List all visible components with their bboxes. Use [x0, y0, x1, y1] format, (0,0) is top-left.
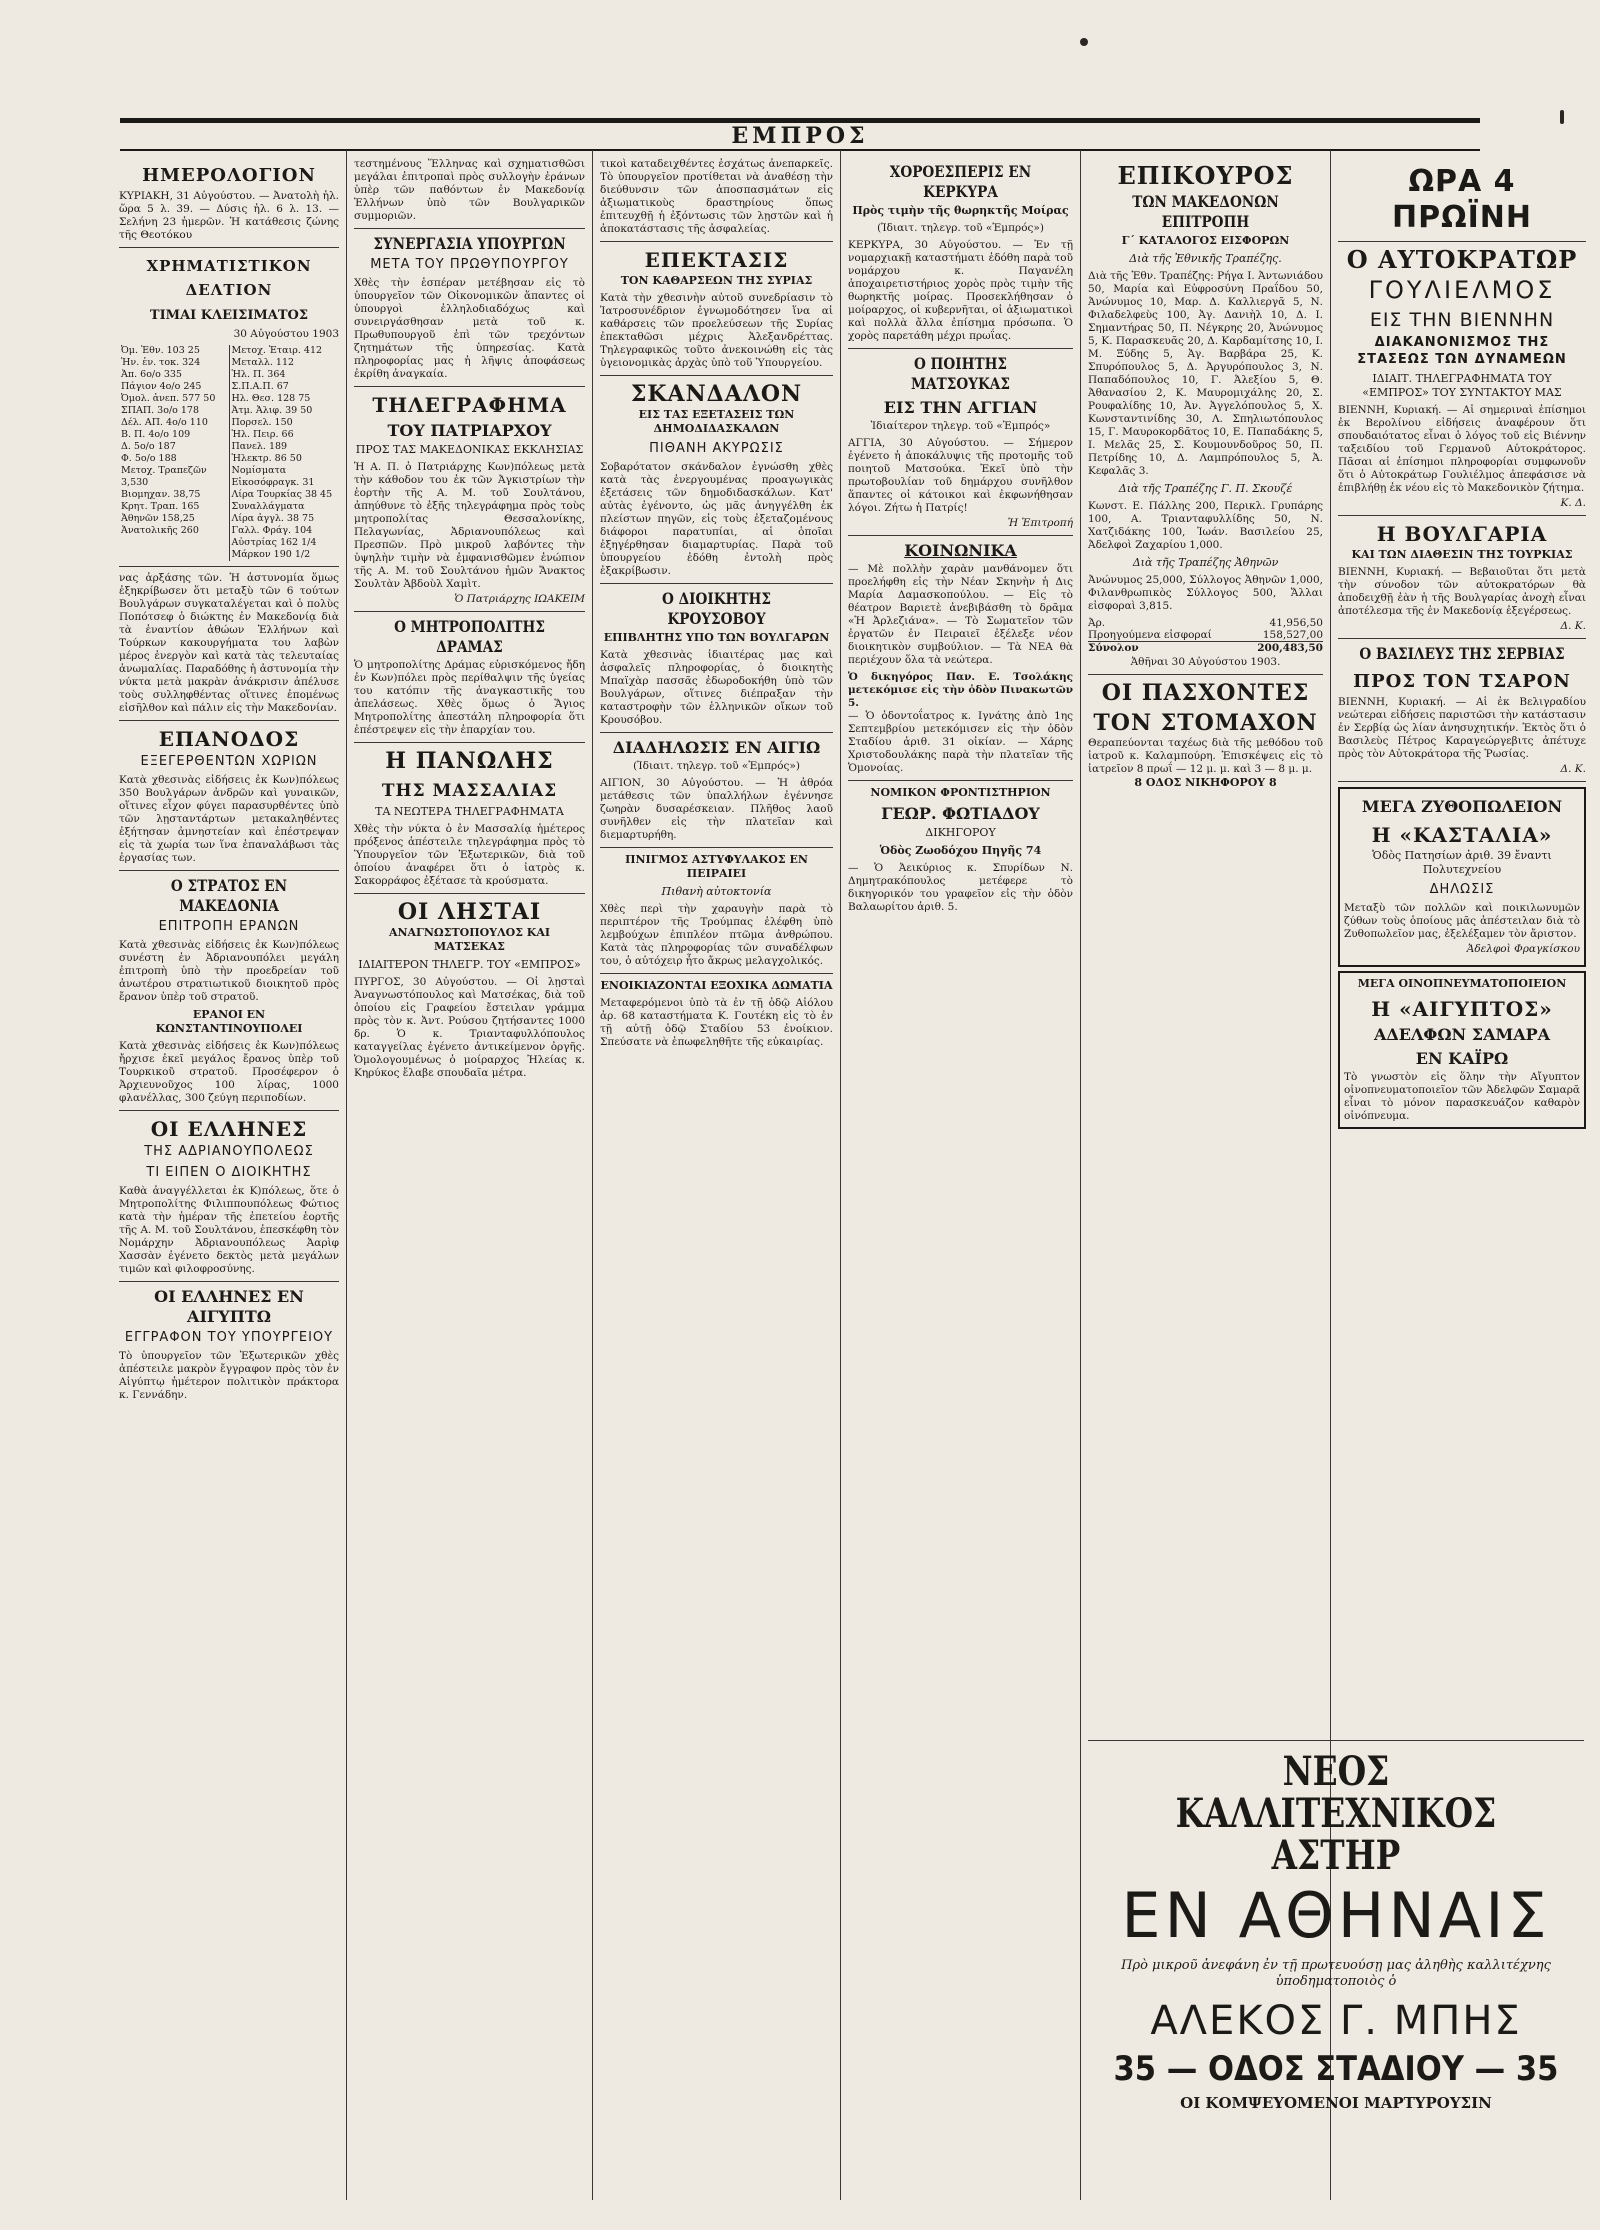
- divider: [119, 870, 339, 871]
- egypt-subtitle: ΕΓΓΡΑΦΟΝ ΤΟΥ ΥΠΟΥΡΓΕΙΟΥ: [124, 1330, 334, 1345]
- divider: [600, 973, 833, 974]
- kastalia-ad: [1338, 787, 1586, 967]
- article-text: νας ἀρξάσης τῶν. Ἡ ἀστυνομία ὅμως ἐξηκρίβωσεν ὅτι μεταξὺ τῶν 6 τούτων Βουλγάρων συγκαταλέγεται καὶ ὁ πολὺς Ποπότσεφ ὁ διώκτης ἐν Μακεδονίᾳ διὰ τὰ ἐναντίον ἀθώων Ἑλλήνων καὶ Τούρκων κακουργήματα του λαβὼν μέρος ἐνεργὸν καὶ κατὰ τὰς τελευταίας ἀνωμαλίας. Παραδόθης ἡ ἀστυνομία τὴν νύκτα μετὰ μακρὰν ἀνάκρισιν ἀπέλυσε τοὺς συλληφθέντας οἵτινες ἐπομένως εἰσῆλθον καὶ πάλιν εἰς τὴν Μακεδονίαν.: [119, 572, 339, 714]
- shoemaker-advertisement: [1080, 1735, 1592, 2195]
- column-3: [593, 158, 840, 2198]
- plague-subtitle: ΤΗΣ ΜΑΣΣΑΛΙΑΣ: [381, 781, 558, 801]
- scandal-subtitle: ΕΙΣ ΤΑΣ ΕΞΕΤΑΣΕΙΣ ΤΩΝ ΔΗΜΟΔΙΔΑΣΚΑΛΩΝ: [638, 408, 795, 435]
- return-subtitle: ΕΞΕΓΕΡΘΕΝΤΩΝ ΧΩΡΙΩΝ: [140, 754, 318, 769]
- poet-subtitle: ΕΙΣ ΤΗΝ ΑΓΓΙΑΝ: [883, 398, 1038, 417]
- poet-dateline: Ἰδιαίτερον τηλεγρ. τοῦ «Ἐμπρός»: [870, 420, 1051, 432]
- relief-date: Ἀθῆναι 30 Αὐγούστου 1903.: [1130, 656, 1281, 668]
- bourse-subtitle: ΤΙΜΑΙ ΚΛΕΙΣΙΜΑΤΟΣ: [149, 308, 309, 323]
- column-5: [1081, 158, 1330, 1728]
- office-role: ΔΙΚΗΓΟΡΟΥ: [925, 826, 996, 839]
- serbia-signature: Δ. Κ.: [1560, 763, 1586, 775]
- hellenes-subtitle-2: ΤΙ ΕΙΠΕΝ Ο ΔΙΟΙΚΗΤΗΣ: [146, 1165, 312, 1180]
- erani-title: ΕΡΑΝΟΙ ΕΝ ΚΩΝΣΤΑΝΤΙΝΟΥΠΟΛΕΙ: [155, 1008, 303, 1035]
- divider: [354, 228, 585, 229]
- kastalia-title: ΜΕΓΑ ΖΥΘΟΠΩΛΕΙΟΝ: [1361, 797, 1563, 816]
- divider: [354, 386, 585, 387]
- corfu-dateline: (Ἰδιαιτ. τηλεγρ. τοῦ «Ἐμπρός»): [877, 222, 1044, 234]
- kastalia-signature: Ἀδελφοὶ Φραγκίσκου: [1466, 943, 1580, 955]
- hellenes-subtitle: ΤΗΣ ΑΔΡΙΑΝΟΥΠΟΛΕΩΣ: [144, 1144, 314, 1159]
- scandal-title: ΣΚΑΝΔΑΛΟΝ: [630, 381, 803, 407]
- hellenes-title: ΟΙ ΕΛΛΗΝΕΣ: [150, 1117, 308, 1141]
- thieves-subtitle: ΑΝΑΓΝΩΣΤΟΠΟΥΛΟΣ ΚΑΙ ΜΑΤΣΕΚΑΣ: [388, 926, 551, 953]
- army-text: Κατὰ χθεσινὰς εἰδήσεις ἐκ Κων)πόλεως συνέστη ἐν Ἀδριανουπόλει μεγάλη ἐπιτροπὴ ὑπὸ τὴν προεδρείαν τοῦ ἀνωτέρου στρατιωτικοῦ διοικητοῦ πρὸς ἔρανον ὑπὲρ τοῦ στρατοῦ.: [119, 939, 339, 1003]
- poet-signature: Ἡ Ἐπιτροπή: [1007, 517, 1073, 529]
- divider: [848, 348, 1073, 349]
- stomach-title: ΟΙ ΠΑΣΧΟΝΤΕΣ: [1101, 680, 1310, 706]
- kastalia-text: Μεταξὺ τῶν πολλῶν καὶ ποικιλωνυμῶν ζύθων τοὺς ὁποίους μᾶς ἀπέστειλαν διὰ τὸ Ζυθοπωλεῖον μας, ἐξελέξαμεν τὸν ἄριστον.: [1344, 902, 1580, 940]
- krusovo-subtitle: ΕΠΙΒΛΗΤΗΣ ΥΠΟ ΤΩΝ ΒΟΥΛΓΑΡΩΝ: [603, 631, 830, 644]
- drama-title: Ο ΜΗΤΡΟΠΟΛΙΤΗΣ ΔΡΑΜΑΣ: [394, 617, 545, 656]
- thieves-subtitle-2: ΙΔΙΑΙΤΕΡΟΝ ΤΗΛΕΓΡ. ΤΟΥ «ΕΜΠΡΟΣ»: [358, 958, 581, 971]
- office-name: ΓΕΩΡ. ΦΩΤΙΑΔΟΥ: [881, 804, 1040, 823]
- total-label: Σύνολον: [1088, 642, 1139, 654]
- office-text: — Ὁ Ἀεικύριος κ. Σπυρίδων Ν. Δημητρακόπουλος μετέφερε τὸ δικηγορικόν του γραφεῖον εἰς τὴν ὁδὸν Βαλαωρίτου ἀριθ. 5.: [848, 862, 1073, 913]
- total-row: [1088, 641, 1323, 654]
- total-row: [1088, 617, 1323, 629]
- return-title: ΕΠΑΝΟΔΟΣ: [158, 727, 300, 751]
- diary-title: ΗΜΕΡΟΛΟΓΙΟΝ: [142, 165, 316, 186]
- ad-footer: ΟΙ ΚΟΜΨΕΥΟΜΕΝΟΙ ΜΑΡΤΥΡΟΥΣΙΝ: [1180, 2093, 1492, 2112]
- piraeus-text: Χθὲς περὶ τὴν χαραυγὴν παρὰ τὸ περιπτέρον τῆς Τρούμπας ἐλέφθη ὑπὸ λεμβούχων ἐπιπλέον πτῶμα ἀνθρώπου. Κατὰ τὰς πληροφορίας τῶν συναδέλφων του, ὁ αὐτόχειρ ἦτο ἄκρως μελαγχολικός.: [600, 903, 833, 967]
- relief-subtitle: ΤΩΝ ΜΑΚΕΔΟΝΩΝ ΕΠΙΤΡΟΠΗ: [1132, 192, 1279, 231]
- serbia-subtitle: ΠΡΟΣ ΤΟΝ ΤΣΑΡΟΝ: [1353, 671, 1571, 692]
- aigyptos-ad: [1338, 971, 1586, 1129]
- kastalia-address: Ὁδὸς Πατησίων ἀριθ. 39 ἔναντι Πολυτεχνείου: [1372, 849, 1552, 876]
- extension-title: ΕΠΕΚΤΑΣΙΣ: [644, 248, 789, 272]
- relief-title: ΕΠΙΚΟΥΡΟΣ: [1117, 161, 1294, 190]
- relief-list-3: Ἀνώνυμος 25,000, Σύλλογος Ἀθηνῶν 1,000, Φιλανθρωπικὸς Σύλλογος 500, Ἄλλαι εἰσφοραὶ 3,815.: [1088, 574, 1323, 612]
- total-value: 200,483,50: [1257, 642, 1323, 654]
- diary-text: ΚΥΡΙΑΚΗ, 31 Αὐγούστου. — Ἀνατολὴ ἡλ. ὥρα 5 λ. 39. — Δύσις ἡλ. 6 λ. 13. — Σελήνη 23 ἡμερῶν. Ἡ κατάθεσις ζώνης τῆς Θεοτόκου: [119, 190, 339, 241]
- rent-text: Μεταφερόμενοι ὑπὸ τὰ ἐν τῇ ὁδῷ Αἰόλου ἀρ. 68 καταστήματα Κ. Γουτέκη εἰς τὸ ἐν τῇ αὐτῇ ὁδῷ Σταδίου 53 ἐνοίκιον. Σπεύσατε νὰ ἐπωφεληθῆτε τῆς εὐκαιρίας.: [600, 997, 833, 1048]
- army-title: Ο ΣΤΡΑΤΟΣ ΕΝ ΜΑΚΕΔΟΝΙΑ: [170, 876, 288, 915]
- column-6: [1331, 158, 1593, 1728]
- poet-text: ΑΓΓΙΑ, 30 Αὐγούστου. — Σήμερον ἐγένετο ἡ ἀποκάλυψις τῆς προτομῆς τοῦ ποιητοῦ Ματσούκα. Ἐκεῖ ὑπὸ τὴν πρωτοβουλίαν τοῦ δημάρχου συνῆλθον ἅπαντες οἱ κάτοικοι καὶ ἐκφωνήθησαν λόγοι. Ζήτω ἡ Πατρίς!: [848, 437, 1073, 514]
- office-address: Ὁδὸς Ζωοδόχου Πηγῆς 74: [879, 844, 1042, 857]
- bourse-title: ΧΡΗΜΑΤΙΣΤΙΚΟΝ ΔΕΛΤΙΟΝ: [146, 257, 312, 299]
- divider: [119, 720, 339, 721]
- relief-bank-2: Διὰ τῆς Τραπέζης Γ. Π. Σκουζέ: [1118, 482, 1293, 495]
- ad-address: 35 — ΟΔΟΣ ΣΤΑΔΙΟΥ — 35: [1113, 2049, 1559, 2090]
- kaiser-title: Ο ΑΥΤΟΚΡΑΤΩΡ: [1346, 245, 1578, 274]
- total-label: Ἀρ.: [1088, 617, 1106, 629]
- divider: [600, 847, 833, 848]
- divider: [119, 1281, 339, 1282]
- bourse-date: 30 Αὐγούστου 1903: [233, 328, 339, 340]
- plague-text: Χθὲς τὴν νύκτα ὁ ἐν Μασσαλίᾳ ἡμέτερος πρόξενος ἀπέστειλε τηλεγράφημα πρὸς τὸ Ὑπουργεῖον τῶν Ἐξωτερικῶν, διὰ τοῦ ὁποίου ἀναφέρει ὅτι ὁ ἰατρὸς κ. Σακορράφος ἐξέτασε τὰ κρούσματα.: [354, 823, 585, 887]
- relief-list: Διὰ τῆς Ἐθν. Τραπέζης: Ρήγα Ι. Ἀντωνιάδου 50, Μαρία καὶ Εὐφροσύνη Πραΐδου 50, Ἀνώνυμος 10, Μαρ. Δ. Καλλιεργᾶ 5, Ν. Φιλαδελφεὺς 100, Ἀγ. Δανιὴλ 10, Δ. Ι. Σημαντήρας 50, Π. Νέγκρης 20, Ἀνώνυμος 5, Κ. Παρασκευᾶς 20, Δ. Καρδαμίτσης 10, Ι. Μ. Ξύδης 5, Ἀγ. Βαρβάρα 25, Κ. Σπυρόπουλος 5, Δ. Ἀργυρόπουλος 3, Ν. Παπαδόπουλος 10, Γ. Ἀλεξίου 5, Θ. Ἀθανασίου 2, Κ. Μαυρομιχάλης 20, Σ. Ρουφαλίδης 10, Ἀν. Ἀγγελόπουλος 5, Χ. Κωνσταντινίδης 30, Λ. Σπηλιωτόπουλος 15, Γ. Μαυροκορδᾶτος 10, Ε. Παπαδάκης 5, Ι. Μελᾶς 25, Σ. Κουμουνδοῦρος 50, Π. Πετρίδης 10, Δ. Λαμπρόπουλος 5, Ἀ. Κεφαλᾶς 3.: [1088, 270, 1324, 477]
- kaiser-subtitle-2: ΕΙΣ ΤΗΝ ΒΙΕΝΝΗΝ: [1369, 309, 1555, 331]
- hour-title: ΩΡΑ 4 ΠΡΩΪΝΗ: [1392, 164, 1532, 235]
- ink-speck: [1560, 110, 1564, 124]
- hellenes-text: Καθὰ ἀναγγέλλεται ἐκ Κ)πόλεως, ὅτε ὁ Μητροπολίτης Φιλιππουπόλεως Φώτιος κατὰ τὴν ἡμέραν τῆς ἐπετείου ἑορτῆς τῆς Α. Μ. τοῦ Σουλτάνου, ἐπεσκέφθη τὸν Νομάρχην Ἀδριανουπόλεως Ἀαρὶφ Χασσὰν ἐγένετο δεκτὸς μετὰ μεγάλων τιμῶν καὶ φιλοφροσύνης.: [119, 1185, 339, 1275]
- divider: [1338, 241, 1586, 242]
- stomach-address: 8 ΟΔΟΣ ΝΙΚΗΦΟΡΟΥ 8: [1134, 776, 1277, 789]
- krusovo-title: Ο ΔΙΟΙΚΗΤΗΣ ΚΡΟΥΣΟΒΟΥ: [662, 589, 771, 628]
- divider: [600, 375, 833, 376]
- serbia-title: Ο ΒΑΣΙΛΕΥΣ ΤΗΣ ΣΕΡΒΙΑΣ: [1359, 644, 1565, 663]
- piraeus-subtitle: Πιθανὴ αὐτοκτονία: [661, 885, 772, 898]
- social-title: ΚΟΙΝΩΝΙΚΑ: [904, 541, 1017, 560]
- divider: [119, 247, 339, 248]
- ad-headline: ΝΕΟΣ ΚΑΛΛΙΤΕΧΝΙΚΟΣ ΑΣΤΗΡ: [1175, 1748, 1497, 1879]
- aigyptos-subtitle-2: ΑΔΕΛΦΩΝ ΣΑΜΑΡΑ: [1373, 1025, 1551, 1044]
- total-label: Προηγούμενα εἰσφοραί: [1088, 629, 1212, 641]
- kaiser-signature: Κ. Δ.: [1560, 497, 1586, 509]
- divider: [848, 535, 1073, 536]
- article-text: τεστημένους Ἕλληνας καὶ σχηματισθῶσι μεγάλαι ἐπιτροπαὶ πρὸς συλλογὴν ἐράνων ὑπὲρ τῶν παθόντων ἐν Μακεδονίᾳ Ἑλλήνων ὑπὸ τῶν Βουλγαρικῶν συμμοριῶν.: [354, 158, 585, 222]
- aigio-text: ΑΙΓΙΟΝ, 30 Αὐγούστου. — Ἡ ἀθρόα μετάθεσις τῶν ὑπαλλήλων ἐγέννησε ζωηρὰν δυσαρέσκειαν. Πλῆθος λαοῦ συνῆλθεν εἰς τὴν πλατεῖαν καὶ διεμαρτυρήθη.: [600, 777, 833, 841]
- total-row: [1088, 629, 1323, 641]
- scandal-text: Σοβαρότατον σκάνδαλον ἐγνώσθη χθὲς κατὰ τὰς ἐνεργουμένας προαγωγικὰς ἐξετάσεις τῶν δημοδιδασκάλων. Κατ' αὐτὰς ἐγένοντο, ὡς μᾶς ἀνηγγέλθη ἐκ πλείστων πηγῶν, εἰς τοὺς ἐξεταζομένους διάφοροι παρατυπίαι, αἱ ὁποῖαι ἐξηγέρθησαν διαμαρτυρίας. Παρὰ τοῦ ὑπουργείου ἐδόθη ἐντολὴ πρὸς ἐξακρίβωσιν.: [600, 461, 833, 577]
- column-2: [347, 158, 592, 2198]
- telegram-subtitle: ΤΟΥ ΠΑΤΡΙΑΡΧΟΥ: [387, 421, 552, 440]
- poet-title: Ο ΠΟΙΗΤΗΣ ΜΑΤΣΟΥΚΑΣ: [911, 354, 1010, 393]
- social-text: — Μὲ πολλὴν χαρὰν μανθάνομεν ὅτι προελήφθη εἰς τὴν Νέαν Σκηνὴν ἡ Δις Μαρία Δαμασκοπούλου. — Εἰς τὸ θέατρον Βαριετὲ ἀνεβιβάσθη τὸ δρᾶμα «Ἡ Ἀρλεζιάνα». — Τὸ Σωματεῖον τῶν ἐργατῶν ἐν Πειραιεῖ ἐξέλεξε νέον διοικητικὸν συμβούλιον. — Τὰ ΝΕΑ θὰ περιέχουν ὅλα τὰ νεώτερα.: [848, 563, 1073, 666]
- divider: [1088, 1740, 1584, 1741]
- divider: [354, 742, 585, 743]
- bulgaria-subtitle: ΚΑΙ ΤΩΝ ΔΙΑΘΕΣΙΝ ΤΗΣ ΤΟΥΡΚΙΑΣ: [1351, 548, 1573, 561]
- aigio-dateline: (Ἰδιαιτ. τηλεγρ. τοῦ «Ἐμπρός»): [633, 760, 800, 772]
- aigyptos-subtitle-3: ΕΝ ΚΑΪΡΩ: [1415, 1049, 1509, 1068]
- divider: [1088, 674, 1323, 675]
- divider: [119, 566, 339, 567]
- bulgaria-title: Η ΒΟΥΛΓΑΡΙΑ: [1376, 522, 1548, 546]
- extension-subtitle: ΤΟΝ ΚΑΘΑΡΣΕΩΝ ΤΗΣ ΣΥΡΙΑΣ: [620, 274, 813, 287]
- divider: [848, 780, 1073, 781]
- ad-name: ΑΛΕΚΟΣ Γ. ΜΠΗΣ: [1150, 1998, 1522, 2045]
- office-title: ΝΟΜΙΚΟΝ ΦΡΟΝΤΙΣΤΗΡΙΟΝ: [870, 786, 1051, 799]
- aigyptos-subtitle: Η «ΑΙΓΥΠΤΟΣ»: [1371, 997, 1553, 1021]
- masthead: [120, 118, 1480, 151]
- telegram-title: ΤΗΛΕΓΡΑΦΗΜΑ: [372, 393, 567, 417]
- thieves-text: ΠΥΡΓΟΣ, 30 Αὐγούστου. — Οἱ λῃσταὶ Ἀναγνωστόπουλος καὶ Ματσέκας, διὰ τοῦ ὁποίου εἰς Γραφείου ἔστειλαν γράμμα πρὸς τὸν κ. Ἀντ. Ρούσου ζητήσαντες 1000 δρ. Ὁ κ. Τριανταφυλλόπουλος καταγγείλας ἐγένετο ἀντικείμενον ὀργῆς. Ὁμολογουμένως ὁ μοίραρχος Ἠλείας κ. Κηρύκος ἔλαβε σπουδαῖα μέτρα.: [354, 976, 585, 1079]
- relief-list-2: Κωνστ. Ε. Πάλλης 200, Περικλ. Γρυπάρης 100, Α. Τριανταφυλλίδης 50, Ν. Χατζιδάκης 100, Ἰωάν. Βασιλείου 25, Ἀδελφοὶ Ζαχαρίου 1,000.: [1088, 500, 1323, 551]
- kaiser-text: ΒΙΕΝΝΗ, Κυριακή. — Αἱ σημεριναὶ ἐπίσημοι ἐκ Βερολίνου εἰδήσεις ἀναφέρουν ὅτι σπουδαιότατος εἶναι ὁ λόγος τοῦ εἰς Βιέννην ταξειδίου τοῦ Γερμανοῦ Αὐτοκράτορος. Πᾶσαι αἱ ἐπίσημοι πληροφορίαι συμφωνοῦν ὅτι ὁ Αὐτοκράτωρ Γουλιέλμος ἀπεφάσισε νὰ ἐπιβλήθῃ ἐκ νέου εἰς τὸ Μακεδονικὸν ζήτημα.: [1338, 404, 1586, 494]
- kastalia-notice: ΔΗΛΩΣΙΣ: [1429, 882, 1495, 897]
- extension-text: Κατὰ τὴν χθεσινὴν αὐτοῦ συνεδρίασιν τὸ Ἰατροσυνέδριον ἐγνωμοδότησεν ἵνα αἱ καθάρσεις τῶν προελεύσεων τῆς Συρίας ἐπεκταθῶσι μέχρις Ἀλεξανδρέττας. Τηλεγραφικῶς τοῦτο ἀνεκοινώθη εἰς τὰς ὑγειονομικὰς ἀρχὰς ὑπὸ τοῦ Ὑπουργείου.: [600, 292, 833, 369]
- kaiser-subtitle: ΓΟΥΛΙΕΛΜΟΣ: [1368, 276, 1556, 304]
- article-text: τικοὶ καταδειχθέντες ἐσχάτως ἀνεπαρκεῖς. Τὸ ὑπουργεῖον προτίθεται νὰ ἀναθέσῃ τὴν διεύθυνσιν τῶν ἀποσπασμάτων εἰς ἀξιωματικοὺς δραστηρίους ὅπως ἐπιτευχθῇ ἡ ἐξόντωσις τῶν λῃστῶν καὶ ἡ ἀποκατάστασις τῆς ἀσφαλείας.: [600, 158, 833, 235]
- divider: [600, 241, 833, 242]
- thieves-title: ΟΙ ΛΗΣΤΑΙ: [397, 899, 542, 925]
- kaiser-subtitle-4: ΙΔΙΑΙΤ. ΤΗΛΕΓΡΑΦΗΜΑΤΑ ΤΟΥ «ΕΜΠΡΟΣ» ΤΟΥ ΣΥΝΤΑΚΤΟΥ ΜΑΣ: [1362, 372, 1562, 399]
- divider: [1338, 515, 1586, 516]
- relief-bank: Διὰ τῆς Ἐθνικῆς Τραπέζης.: [1129, 252, 1282, 265]
- telegram-signature: Ὁ Πατριάρχης ΙΩΑΚΕΙΜ: [454, 593, 585, 605]
- total-value: 158,527,00: [1262, 629, 1323, 641]
- plague-subtitle-2: ΤΑ ΝΕΩΤΕΡΑ ΤΗΛΕΓΡΑΦΗΜΑΤΑ: [375, 805, 564, 818]
- aigyptos-title: ΜΕΓΑ ΟΙΝΟΠΝΕΥΜΑΤΟΠΟΙΕΙΟΝ: [1357, 977, 1567, 990]
- divider: [1338, 781, 1586, 782]
- divider: [600, 583, 833, 584]
- divider: [354, 611, 585, 612]
- ink-speck: [1080, 38, 1088, 46]
- column-4: [841, 158, 1080, 2198]
- coop-title: ΣΥΝΕΡΓΑΣΙΑ ΥΠΟΥΡΓΩΝ: [373, 234, 566, 253]
- ad-city: ΕΝ ΑΘΗΝΑΙΣ: [1121, 1879, 1551, 1952]
- total-value: 41,956,50: [1269, 617, 1323, 629]
- serbia-text: ΒΙΕΝΝΗ, Κυριακή. — Αἱ ἐκ Βελιγραδίου νεώτεραι εἰδήσεις παριστῶσι τὴν κατάστασιν ἐν Σερβίᾳ ὡς λίαν ἀνησυχητικήν. Ἐκτὸς ὅτι ὁ Βασιλεὺς Πέτρος Καραγεώργεβιτς ἀπέτυχε πρὸς τὸν Αὐτοκράτορα τῆς Ῥωσίας.: [1338, 696, 1586, 760]
- plague-title: Η ΠΑΝΩΛΗΣ: [385, 748, 554, 774]
- piraeus-title: ΠΝΙΓΜΟΣ ΑΣΤΥΦΥΛΑΚΟΣ ΕΝ ΠΕΙΡΑΙΕΙ: [625, 853, 808, 880]
- stocks-table: [119, 345, 339, 561]
- divider: [600, 732, 833, 733]
- coop-text: Χθὲς τὴν ἑσπέραν μετέβησαν εἰς τὸ ὑπουργεῖον τῶν Οἰκονομικῶν ἅπαντες οἱ ὑπουργοὶ ἐλληλοδιαδόχως καὶ συνειργάσθησαν μετὰ τοῦ κ. Πρωθυπουργοῦ ἐπὶ τῶν τρεχόντων ζητημάτων τῆς ὑπηρεσίας. Κατὰ πληροφορίας μας ἡ λῆψις ἀποφάσεως ἐκρίθη ἀναγκαία.: [354, 277, 585, 380]
- telegram-subtitle-2: ΠΡΟΣ ΤΑΣ ΜΑΚΕΔΟΝΙΚΑΣ ΕΚΚΛΗΣΙΑΣ: [355, 443, 584, 456]
- corfu-subtitle: Πρὸς τιμὴν τῆς θωρηκτῆς Μοίρας: [852, 204, 1069, 217]
- erani-text: Κατὰ χθεσινὰς εἰδήσεις ἐκ Κων)πόλεως ἤρχισε ἐκεῖ μεγάλος ἔρανος ὑπὲρ τοῦ Τουρκικοῦ στρατοῦ. Προσέφερον ὁ Ἀρχιευνοῦχος 100 λίρας, 1000 φλανέλλας, 300 ζεύγη περιποδίων.: [119, 1040, 339, 1104]
- return-text: Κατὰ χθεσινὰς εἰδήσεις ἐκ Κων)πόλεως 350 Βουλγάρων ἀνδρῶν καὶ γυναικῶν, οἵτινες εἶχον φύγει παρασυρθέντες ὑπὸ τῶν λῃσταντάρτων μετακαληθέντες ἐξήτησαν ἀμνηστείαν καὶ ἐπέστρεψαν εἰς τὰ χωρία των ἵνα ἐπαναλάβωσι τὰς ἐργασίας των.: [119, 774, 339, 864]
- lawyer-text: — Ὁ ὀδοντοΐατρος κ. Ιγνάτης ἀπὸ 1ης Σεπτεμβρίου μετεκόμισεν εἰς τὴν ὁδὸν Σταδίου ἀριθ. 31 οἰκίαν. — Χάρης Χριστοδουλάκης παρὰ τὴν πλατεῖαν τῆς Ὁμονοίας.: [848, 710, 1073, 774]
- corfu-title: ΧΟΡΟΕΣΠΕΡΙΣ ΕΝ ΚΕΡΚΥΡΑ: [889, 162, 1032, 201]
- bulgaria-text: ΒΙΕΝΝΗ, Κυριακή. — Βεβαιοῦται ὅτι μετὰ τὴν σύνοδον τῶν αὐτοκρατόρων θὰ ἀποδειχθῇ ἐὰν ἡ τῆς Βουλγαρίας ἀνοχὴ εἶναι ἀποτέλεσμα τῆς ἐν Μακεδονίᾳ ἐξεγέρσεως.: [1338, 566, 1586, 617]
- stomach-text: Θεραπεύονται ταχέως διὰ τῆς μεθόδου τοῦ ἰατροῦ κ. Καλαμπούρη. Ἐπισκέψεις εἰς τὸ ἰατρεῖον 8 πρωΐ — 12 μ. μ. καὶ 3 — 8 μ. μ.: [1088, 737, 1323, 775]
- lawyer-title: Ὁ δικηγόρος Παν. Ε. Τσολάκης μετεκόμισε εἰς τὴν ὁδὸν Πινακωτῶν 5.: [848, 671, 1073, 709]
- masthead-title: ΕΜΠΡΟΣ: [731, 123, 869, 149]
- kaiser-subtitle-3: ΔΙΑΚΑΝΟΝΙΣΜΟΣ ΤΗΣ ΣΤΑΣΕΩΣ ΤΩΝ ΔΥΝΑΜΕΩΝ: [1357, 335, 1567, 367]
- ad-text: Πρὸ μικροῦ ἀνεφάνη ἐν τῇ πρωτευούσῃ μας ἀληθὴς καλλιτέχνης ὑποδηματοποιὸς ὁ: [1121, 1958, 1551, 1990]
- krusovo-text: Κατὰ χθεσινὰς ἰδιαιτέρας μας καὶ ἀσφαλεῖς πληροφορίας, ὁ διοικητὴς Μπαϊχὰρ πασσᾶς ἐδωροδοκήθη ὑπὸ τῶν Βουλγάρων, οἵτινες διέπραξαν τὴν καταστροφὴν τῶν ἑλληνικῶν οἴκων τοῦ Κρουσόβου.: [600, 649, 833, 726]
- telegram-text: Ἡ Α. Π. ὁ Πατριάρχης Κων)πόλεως μετὰ τὴν κάθοδον του ἐκ τῶν Ἀγκιστρίων τὴν ἑορτὴν τῆς Α. Μ. τοῦ Σουλτάνου, ἀπηύθυνε τὸ ἑξῆς τηλεγράφημα πρὸς τοὺς μητροπολίτας Θεσσαλονίκης, Πελαγωνίας, Ἀδριανουπόλεως καὶ Πρεσπῶν. Πρὸ μικροῦ λαβόντες τὴν ὑψηλὴν τιμὴν νὰ ἐμφανισθῶμεν ἐνώπιον τῆς Α. Μ. τοῦ Σουλτάνου ἡμῶν Ἄνακτος Σουλτὰν Ἀβδοὺλ Χαμὶτ.: [354, 461, 585, 590]
- aigio-title: ΔΙΑΔΗΛΩΣΙΣ ΕΝ ΑΙΓΙΩ: [612, 738, 821, 757]
- egypt-text: Τὸ ὑπουργεῖον τῶν Ἐξωτερικῶν χθὲς ἀπέστειλε μακρὸν ἔγγραφον πρὸς τὸν ἐν Αἰγύπτῳ ἡμέτερον πολιτικὸν πράκτορα κ. Γεννάδην.: [119, 1350, 339, 1401]
- coop-subtitle: ΜΕΤΑ ΤΟΥ ΠΡΩΘΥΠΟΥΡΓΟΥ: [370, 257, 569, 272]
- aigyptos-text: Τὸ γνωστὸν εἰς ὅλην τὴν Αἴγυπτον οἰνοπνευματοποιεῖον τῶν Ἀδελφῶν Σαμαρᾶ εἶναι τὸ μόνον παρασκευάζον καθαρὸν οἰνόπνευμα.: [1344, 1071, 1580, 1122]
- divider: [1338, 638, 1586, 639]
- stocks-right-column: Μετοχ. Ἑταιρ. 412 Μεταλλ. 112 Ἡλ. Π. 364 Σ.Π.Α.Π. 67 Ηλ. Θεσ. 128 75 Ἀτμ. Ἀλιφ. 39 50 Πορσελ. 150 Ἡλ. Πειρ. 66 Πανελ. 189 Ἡλεκτρ. 86 50 Νομίσματα Εἰκοσόφραγκ. 31 Λίρα Τουρκίας 38 45 Συναλλάγματα Λίρα ἀγγλ. 38 75 Γαλλ. Φράγ. 104 Αὐστρίας 162 1/4 Μάρκον 190 1/2: [231, 345, 333, 560]
- bulgaria-signature: Δ. Κ.: [1560, 620, 1586, 632]
- army-subtitle: ΕΠΙΤΡΟΠΗ ΕΡΑΝΩΝ: [158, 919, 300, 934]
- drama-text: Ὁ μητροπολίτης Δράμας εὑρισκόμενος ἤδη ἐν Κων)πόλει πρὸς περίθαλψιν τῆς ὑγείας του κατόπιν τῆς ἀναγκαστικῆς του ἀπελάσεως. Χθὲς ὅμως ὁ Ἅγιος Μητροπολίτης ἀπεστάλη πληροφορία ὅτι ἐπέστρεψεν εἰς τὴν ἐπαρχίαν του.: [354, 659, 585, 736]
- relief-bank-3: Διὰ τῆς Τραπέζης Ἀθηνῶν: [1132, 556, 1279, 569]
- column-1: [112, 158, 346, 2198]
- rent-title: ΕΝΟΙΚΙΑΖΟΝΤΑΙ ΕΞΟΧΙΚΑ ΔΩΜΑΤΙΑ: [600, 979, 833, 992]
- egypt-title: ΟΙ ΕΛΛΗΝΕΣ ΕΝ ΑΙΓΥΠΤΩ: [154, 1287, 304, 1326]
- corfu-text: ΚΕΡΚΥΡΑ, 30 Αὐγούστου. — Ἐν τῇ νομαρχιακῇ καταστήματι ἐδόθη παρὰ τοῦ νομάρχου κ. Παγανέλη ἀποχαιρετιστήριος χορὸς πρὸς τιμὴν τῆς θωρηκτῆς μοίρας. Προσεκλήθησαν ὁ μοίραρχος, οἱ κυβερνῆται, οἱ ἀξιωματικοὶ καὶ πολλὰ ἄλλα ἐπίσημα πρόσωπα. Ὁ χορὸς παρετάθη μέχρι πρωΐας.: [848, 239, 1073, 342]
- kastalia-subtitle: Η «ΚΑΣΤΑΛΙΑ»: [1371, 823, 1553, 847]
- scandal-subtitle-2: ΠΙΘΑΝΗ ΑΚΥΡΩΣΙΣ: [649, 441, 784, 456]
- stomach-subtitle: ΤΟΝ ΣΤΟΜΑΧΟΝ: [1093, 710, 1318, 736]
- divider: [354, 893, 585, 894]
- stocks-left-column: Ὀμ. Ἐθν. 103 25 Ἡν. ἐν. τοκ. 324 Ἀπ. 6ο/ο 335 Πάγιον 4ο/ο 245 Ὀμολ. ἀνεπ. 577 50 ΣΠΑΠ. 3ο/ο 178 Δέλ. ΑΠ. 4ο/ο 110 Β. Π. 4ο/ο 109 Δ. 5ο/ο 187 Φ. 5ο/ο 188 Μετοχ. Τραπεζῶν 3,530 Βιομηχαν. 38,75 Κρητ. Τραπ. 165 Ἀθηνῶν 158,25 Ἀνατολικῆς 260: [119, 345, 229, 561]
- relief-subtitle-2: Γ΄ ΚΑΤΑΛΟΓΟΣ ΕΙΣΦΟΡΩΝ: [1121, 234, 1290, 247]
- divider: [119, 1110, 339, 1111]
